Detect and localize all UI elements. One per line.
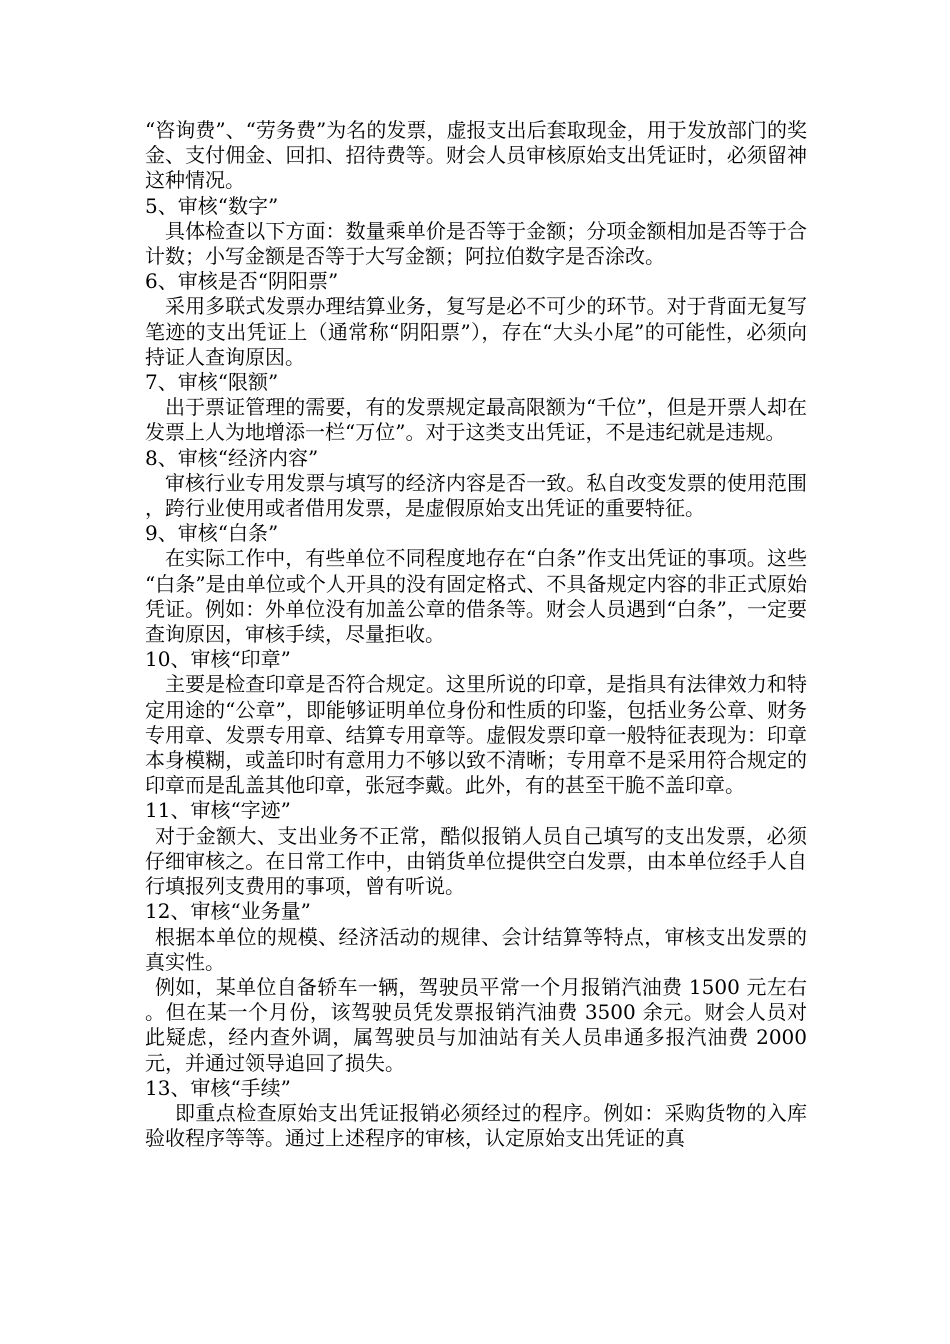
section-13-heading: 13、审核“手续”	[145, 1075, 291, 1100]
section-5-paragraph: 具体检查以下方面：数量乘单价是否等于金额；分项金额相加是否等于合计数；小写金额是否等于大写金额；阿拉伯数字是否涂改。	[145, 218, 807, 269]
section-7-paragraph: 出于票证管理的需要，有的发票规定最高限额为“千位”，但是开票人却在发票上人为地增添一栏“万位”。对于这类支出凭证，不是违纪就是违规。	[145, 395, 807, 445]
section-8-paragraph: 审核行业专用发票与填写的经济内容是否一致。私自改变发票的使用范围，跨行业使用或者借用发票，是虚假原始支出凭证的重要特征。	[145, 470, 807, 521]
document-body	[145, 118, 807, 1151]
intro-paragraph: “咨询费”、“劳务费”为名的发票，虚报支出后套取现金，用于发放部门的奖金、支付佣金、回扣、招待费等。财会人员审核原始支出凭证时，必须留神这种情况。	[145, 118, 807, 193]
section-11-heading: 11、审核“字迹”	[145, 798, 291, 823]
section-7-heading: 7、审核“限额”	[145, 370, 279, 395]
section-9-heading: 9、审核“白条”	[145, 521, 279, 546]
section-12-heading: 12、审核“业务量”	[145, 899, 311, 924]
section-13-paragraph: 即重点检查原始支出凭证报销必须经过的程序。例如：采购货物的入库验收程序等等。通过上述程序的审核，认定原始支出凭证的真	[145, 1100, 807, 1151]
section-9-paragraph: 在实际工作中，有些单位不同程度地存在“白条”作支出凭证的事项。这些“白条”是由单位或个人开具的没有固定格式、不具备规定内容的非正式原始凭证。例如：外单位没有加盖公章的借条等。财会人员遇到“白条”，一定要查询原因，审核手续，尽量拒收。	[145, 546, 807, 647]
section-10-heading: 10、审核“印章”	[145, 647, 291, 672]
section-5-heading: 5、审核“数字”	[145, 193, 279, 218]
section-12-paragraph-2: 例如，某单位自备轿车一辆，驾驶员平常一个月报销汽油费 1500 元左右。但在某一个月份，该驾驶员凭发票报销汽油费 3500 余元。财会人员对此疑虑，经内查外调，属驾驶员与加油站有关人员串通多报汽油费 2000 元，并通过领导追回了损失。	[145, 974, 807, 1075]
section-6-heading: 6、审核是否“阴阳票”	[145, 269, 339, 294]
section-6-paragraph: 采用多联式发票办理结算业务，复写是必不可少的环节。对于背面无复写笔迹的支出凭证上（通常称“阴阳票”），存在“大头小尾”的可能性，必须向持证人查询原因。	[145, 294, 807, 369]
section-10-paragraph: 主要是检查印章是否符合规定。这里所说的印章，是指具有法律效力和特定用途的“公章”，即能够证明单位身份和性质的印鉴，包括业务公章、财务专用章、发票专用章、结算专用章等。虚假发票印章一般特征表现为：印章本身模糊，或盖印时有意用力不够以致不清晰；专用章不是采用符合规定的印章而是乱盖其他印章，张冠李戴。此外，有的甚至干脆不盖印章。	[145, 672, 807, 798]
section-12-paragraph-1: 根据本单位的规模、经济活动的规律、会计结算等特点，审核支出发票的真实性。	[145, 924, 807, 974]
section-8-heading: 8、审核“经济内容”	[145, 445, 319, 470]
section-11-paragraph: 对于金额大、支出业务不正常，酷似报销人员自己填写的支出发票，必须仔细审核之。在日常工作中，由销货单位提供空白发票，由本单位经手人自行填报列支费用的事项，曾有听说。	[145, 823, 807, 899]
